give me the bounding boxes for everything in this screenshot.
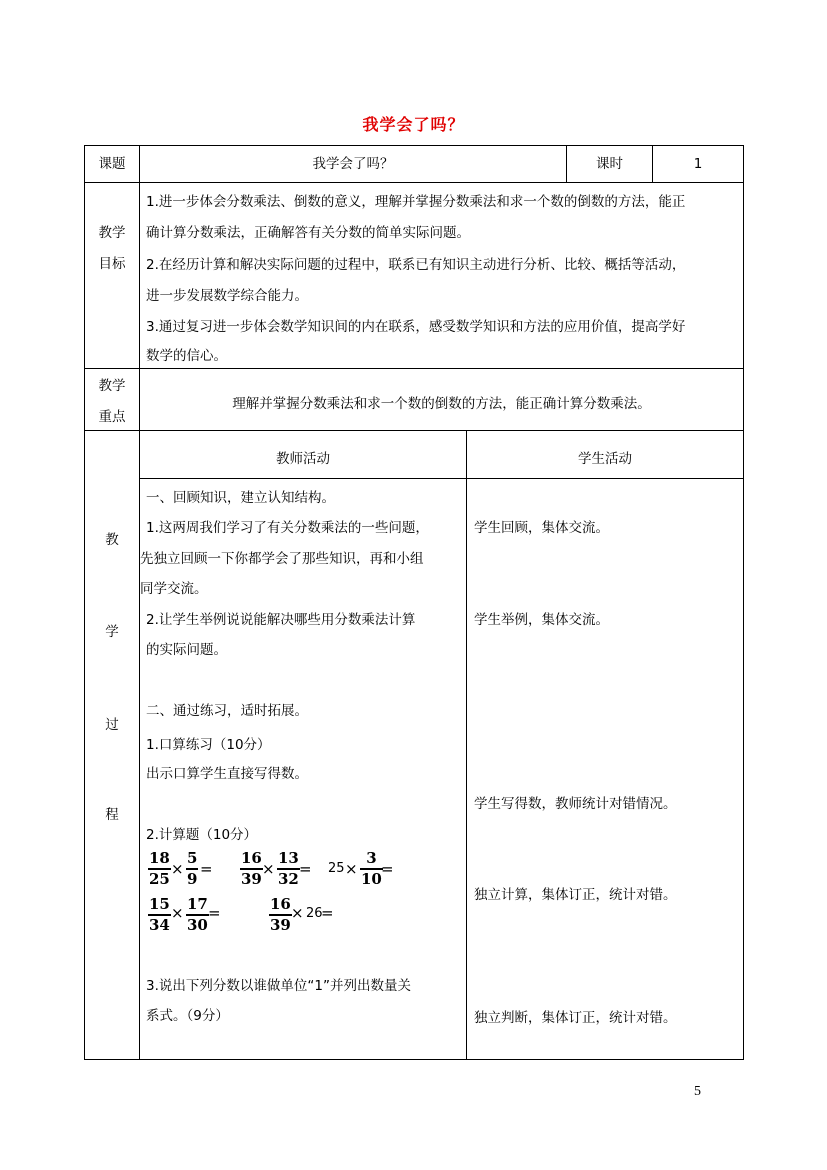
student-line: 学生回顾，集体交流。 (474, 520, 609, 536)
times-sign: × (171, 860, 184, 878)
teacher-line: 系式。（9分） (146, 1008, 229, 1024)
key-points-text: 理解并掌握分数乘法和求一个数的倒数的方法，能正确计算分数乘法。 (232, 396, 651, 412)
fraction: 15 34 (149, 895, 170, 934)
teacher-line: 同学交流。 (140, 581, 208, 597)
period-value: 1 (693, 156, 703, 172)
fraction: 16 39 (270, 895, 291, 934)
goal-line: 3.通过复习进一步体会数学知识间的内在联系，感受数学知识和方法的应用价值，提高学好 (146, 319, 686, 335)
goal-line: 进一步发展数学综合能力。 (146, 288, 308, 304)
goal-line: 确计算分数乘法，正确解答有关分数的简单实际问题。 (146, 225, 470, 241)
fraction: 18 25 (149, 849, 170, 888)
fraction: 3 10 (361, 849, 382, 888)
student-line: 学生写得数，教师统计对错情况。 (474, 796, 677, 812)
student-line: 独立计算，集体订正，统计对错。 (474, 887, 677, 903)
equals-sign: = (299, 860, 312, 878)
student-line: 学生举例，集体交流。 (474, 612, 609, 628)
process-char: 过 (105, 717, 119, 733)
topic-value: 我学会了吗？ (312, 156, 394, 172)
topic-label: 课题 (98, 156, 126, 172)
teacher-line: 二、通过练习，适时拓展。 (146, 703, 308, 719)
student-line: 独立判断，集体订正，统计对错。 (474, 1010, 677, 1026)
fraction: 17 30 (187, 895, 208, 934)
teacher-line: 1.这两周我们学习了有关分数乘法的一些问题， (146, 520, 429, 536)
teacher-line: 1.口算练习（10分） (146, 737, 271, 753)
integer: 26 (306, 906, 323, 921)
teacher-line: 一、回顾知识，建立认知结构。 (146, 490, 335, 506)
goals-label-2: 目标 (98, 256, 126, 272)
equals-sign: = (208, 904, 221, 922)
fraction: 13 32 (278, 849, 299, 888)
goals-label-1: 教学 (98, 225, 126, 241)
fraction: 5 9 (187, 849, 198, 888)
fraction: 16 39 (241, 849, 262, 888)
teacher-line: 2.让学生举例说说能解决哪些用分数乘法计算 (146, 612, 416, 628)
key-label-1: 教学 (98, 378, 126, 394)
student-activity-header: 学生活动 (578, 451, 632, 467)
teacher-line: 出示口算学生直接写得数。 (146, 766, 308, 782)
goal-line: 1.进一步体会分数乘法、倒数的意义，理解并掌握分数乘法和求一个数的倒数的方法，能正 (146, 194, 686, 210)
teacher-line: 的实际问题。 (146, 642, 227, 658)
process-char: 程 (105, 807, 119, 823)
integer: 25 (328, 861, 345, 876)
key-label-2: 重点 (98, 409, 126, 425)
period-label: 课时 (596, 156, 623, 172)
teacher-activity-header: 教师活动 (276, 451, 330, 467)
teacher-line: 2.计算题（10分） (146, 827, 258, 843)
equals-sign: = (200, 860, 213, 878)
times-sign: × (262, 860, 275, 878)
equals-sign: = (321, 904, 334, 922)
goal-line: 数学的信心。 (146, 348, 227, 364)
process-char: 教 (105, 532, 119, 548)
page-number: 5 (694, 1084, 701, 1099)
goal-line: 2.在经历计算和解决实际问题的过程中，联系已有知识主动进行分析、比较、概括等活动， (146, 257, 686, 273)
process-char: 学 (105, 624, 119, 640)
teacher-line: 3.说出下列分数以谁做单位“1”并列出数量关 (146, 978, 411, 994)
times-sign: × (291, 904, 304, 922)
equals-sign: = (381, 860, 394, 878)
times-sign: × (171, 904, 184, 922)
teacher-line: 先独立回顾一下你都学会了那些知识，再和小组 (140, 551, 424, 567)
document-title: 我学会了吗？ (362, 115, 465, 134)
times-sign: × (345, 860, 358, 878)
